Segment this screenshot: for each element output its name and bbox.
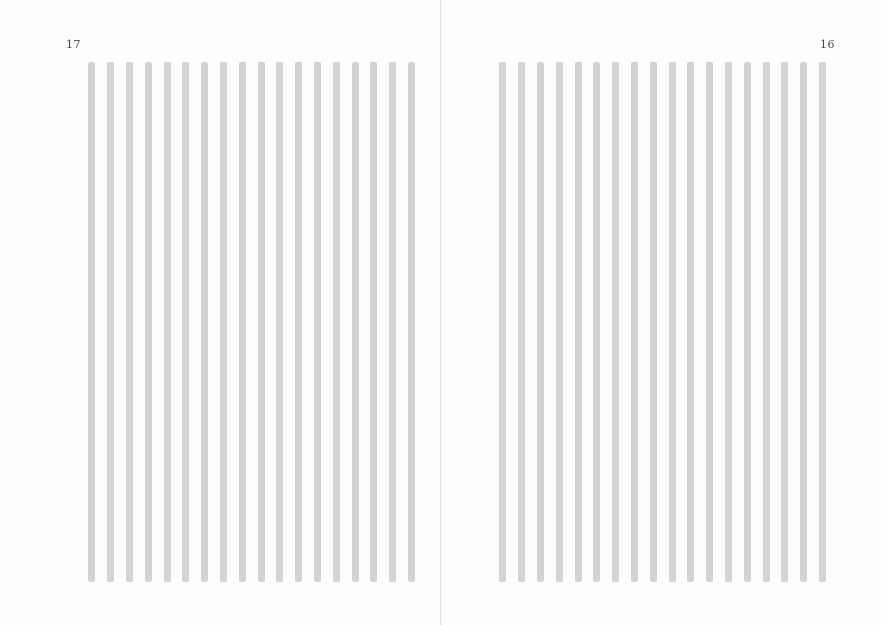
text-column [396, 62, 415, 582]
text-column [694, 62, 713, 582]
unreadable-text-placeholder [781, 62, 788, 582]
text-column [488, 62, 507, 582]
unreadable-text-placeholder [556, 62, 563, 582]
unreadable-text-placeholder [220, 62, 227, 582]
text-column [788, 62, 807, 582]
unreadable-text-placeholder [145, 62, 152, 582]
unreadable-text-placeholder [276, 62, 283, 582]
text-column [283, 62, 302, 582]
unreadable-text-placeholder [352, 62, 359, 582]
unreadable-text-placeholder [88, 62, 95, 582]
text-column [133, 62, 152, 582]
unreadable-text-placeholder [499, 62, 506, 582]
unreadable-text-placeholder [182, 62, 189, 582]
unreadable-text-placeholder [612, 62, 619, 582]
unreadable-text-placeholder [164, 62, 171, 582]
unreadable-text-placeholder [687, 62, 694, 582]
text-column [77, 62, 96, 582]
text-column [302, 62, 321, 582]
text-column [95, 62, 114, 582]
unreadable-text-placeholder [370, 62, 377, 582]
text-column [713, 62, 732, 582]
unreadable-text-placeholder [314, 62, 321, 582]
unreadable-text-placeholder [650, 62, 657, 582]
unreadable-text-placeholder [258, 62, 265, 582]
text-column [676, 62, 695, 582]
right-running-head [810, 38, 841, 51]
right-page [441, 0, 881, 625]
text-column [227, 62, 246, 582]
unreadable-text-placeholder [725, 62, 732, 582]
text-column [600, 62, 619, 582]
text-column [114, 62, 133, 582]
text-column [770, 62, 789, 582]
unreadable-text-placeholder [295, 62, 302, 582]
unreadable-text-placeholder [107, 62, 114, 582]
unreadable-text-placeholder [201, 62, 208, 582]
unreadable-text-placeholder [389, 62, 396, 582]
unreadable-text-placeholder [763, 62, 770, 582]
unreadable-text-placeholder [518, 62, 525, 582]
left-page [0, 0, 440, 625]
text-column [171, 62, 190, 582]
text-column [582, 62, 601, 582]
text-column [152, 62, 171, 582]
unreadable-text-placeholder [333, 62, 340, 582]
text-column [732, 62, 751, 582]
unreadable-text-placeholder [744, 62, 751, 582]
unreadable-text-placeholder [126, 62, 133, 582]
left-running-head [60, 38, 91, 51]
text-column [321, 62, 340, 582]
unreadable-text-placeholder [706, 62, 713, 582]
unreadable-text-placeholder [800, 62, 807, 582]
unreadable-text-placeholder [669, 62, 676, 582]
text-column [359, 62, 378, 582]
unreadable-text-placeholder [593, 62, 600, 582]
unreadable-text-placeholder [408, 62, 415, 582]
text-column [751, 62, 770, 582]
unreadable-text-placeholder [239, 62, 246, 582]
text-column [657, 62, 676, 582]
text-column [638, 62, 657, 582]
left-text-block [60, 62, 415, 582]
text-column [544, 62, 563, 582]
text-column [563, 62, 582, 582]
text-column [619, 62, 638, 582]
left-page-number: 17 [66, 38, 81, 51]
unreadable-text-placeholder [819, 62, 826, 582]
text-column [340, 62, 359, 582]
unreadable-text-placeholder [631, 62, 638, 582]
unreadable-text-placeholder [575, 62, 582, 582]
text-column [506, 62, 525, 582]
unreadable-text-placeholder [537, 62, 544, 582]
text-column [246, 62, 265, 582]
text-column [265, 62, 284, 582]
text-column [377, 62, 396, 582]
right-text-block [471, 62, 826, 582]
text-column [807, 62, 826, 582]
text-column [189, 62, 208, 582]
right-page-number: 16 [820, 38, 835, 51]
text-column [208, 62, 227, 582]
text-column [525, 62, 544, 582]
